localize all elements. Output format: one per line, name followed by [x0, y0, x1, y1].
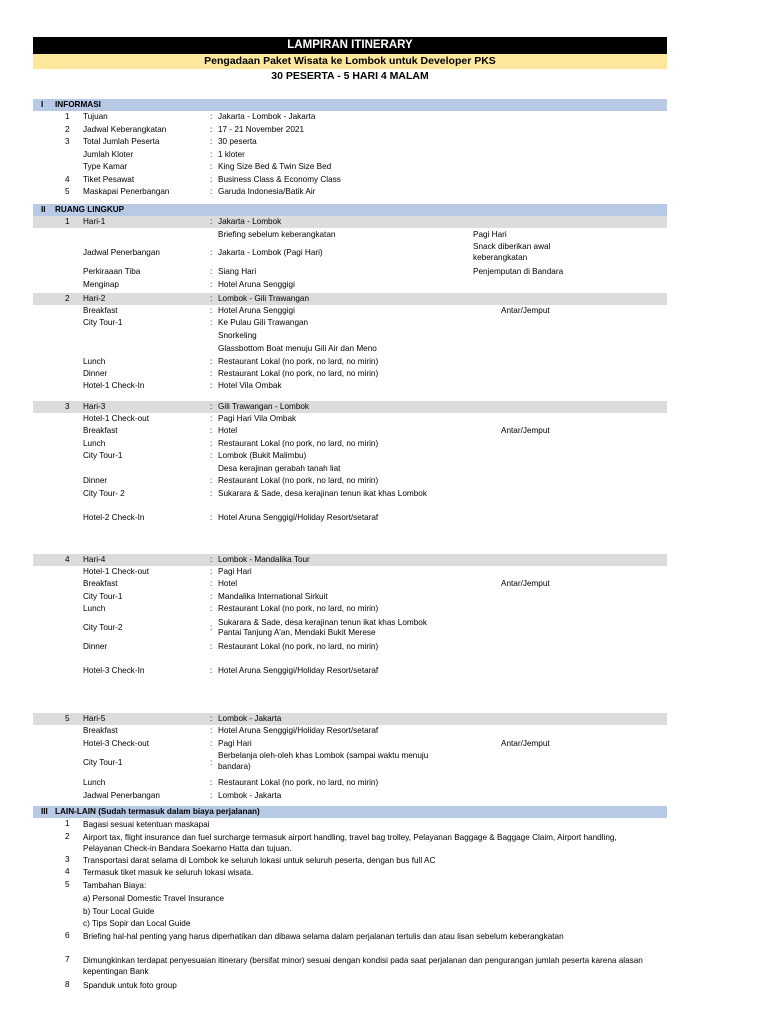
colon: :	[210, 401, 213, 411]
colon: :	[210, 566, 213, 576]
day-route: Gili Trawangan - Lombok	[218, 401, 310, 411]
colon: :	[210, 149, 213, 159]
itinerary-row	[33, 330, 667, 343]
item-text: Airport tax, flight insurance dan fuel surcharge termasuk airport handling, travel bag trolley, Pelayanan Baggage & Baggage Claim, Airport handling, Pelayanan Check-in Bandara Soekarno Hatta dan tujuan.	[83, 832, 617, 853]
row-label: Breakfast	[83, 426, 118, 435]
day-route: Lombok - Jakarta	[218, 714, 282, 723]
day-1-stay-row	[33, 279, 667, 291]
row-label: Jadwal Penerbangan	[83, 247, 160, 257]
info-row	[33, 161, 667, 174]
row-note: Antar/Jemput	[501, 426, 550, 435]
row-value: Pagi Hari	[218, 566, 252, 576]
row-value: 30 peserta	[218, 137, 257, 146]
note-item	[33, 979, 667, 992]
section-number: III	[41, 807, 48, 816]
day-1-briefing-row	[33, 228, 667, 241]
day-5-rows	[33, 725, 667, 802]
row-value: Lombok - Jakarta	[218, 790, 282, 800]
row-value: Restaurant Lokal (no pork, no lard, no mirin)	[218, 641, 379, 651]
colon: :	[210, 293, 213, 303]
row-note: Antar/Jemput	[501, 305, 550, 315]
row-number: 1	[65, 112, 70, 121]
row-label: City Tour-1	[83, 591, 123, 601]
row-value: Pagi Hari Vila Ombak	[218, 413, 297, 423]
day-4-rows	[33, 566, 667, 690]
colon: :	[210, 790, 213, 800]
row-value: Snorkeling	[218, 330, 257, 340]
document-title: LAMPIRAN ITINERARY	[33, 37, 667, 54]
row-value: Jakarta - Lombok (Pagi Hari)	[218, 247, 323, 257]
row-value: Restaurant Lokal (no pork, no lard, no mirin)	[218, 476, 379, 485]
day-number: 3	[65, 401, 70, 411]
itinerary-row	[33, 777, 667, 790]
row-label: Hotel-3 Check-out	[83, 738, 149, 748]
row-label: Maskapai Penerbangan	[83, 187, 170, 196]
row-value: 1 kloter	[218, 149, 245, 159]
row-value: Hotel Vila Ombak	[218, 381, 282, 390]
row-label: Hotel-1 Check-out	[83, 566, 149, 576]
row-label: Lunch	[83, 356, 106, 366]
colon: :	[210, 604, 213, 613]
item-text: Briefing hal-hal penting yang harus diperhatikan dan dibawa selama dalam perjalanan tertulis dan atau lisan sebelum keberangkatan	[83, 931, 564, 941]
section-ruang-lingkup-header	[33, 204, 667, 216]
colon: :	[210, 489, 213, 499]
day-route: Jakarta - Lombok	[218, 216, 282, 226]
row-note: Antar/Jemput	[501, 738, 550, 748]
section-title: RUANG LINGKUP	[55, 204, 125, 214]
row-label: Hotel-1 Check-out	[83, 413, 149, 423]
colon: :	[210, 438, 213, 448]
row-label: Total Jumlah Peserta	[83, 137, 160, 146]
row-value: Restaurant Lokal (no pork, no lard, no mirin)	[218, 438, 379, 448]
colon: :	[210, 591, 213, 601]
row-label: City Tour-2	[83, 622, 123, 632]
row-label: Lunch	[83, 778, 106, 787]
itinerary-row	[33, 725, 667, 738]
info-row	[33, 186, 667, 199]
informasi-rows	[33, 111, 667, 199]
itinerary-row	[33, 502, 667, 535]
colon: :	[210, 318, 213, 327]
row-value: Sukarara & Sade, desa kerajinan tenun ikat khas Lombok	[218, 617, 427, 627]
item-text: Termasuk tiket masuk ke seluruh lokasi wisata.	[83, 868, 254, 877]
day-number: 5	[65, 714, 70, 723]
row-label: City Tour-1	[83, 318, 123, 327]
itinerary-row	[33, 790, 667, 803]
row-value: Hotel Aruna Senggigi/Holiday Resort/setaraf	[218, 665, 379, 675]
item-number: 7	[65, 954, 70, 964]
day-4-header	[33, 554, 667, 566]
row-label: City Tour- 2	[83, 489, 125, 499]
colon: :	[210, 726, 213, 735]
itinerary-row	[33, 488, 667, 502]
row-value: Lombok (Bukit Malimbu)	[218, 451, 307, 460]
item-text: Spanduk untuk foto group	[83, 980, 177, 990]
note-item	[33, 831, 667, 854]
row-label: Jadwal Keberangkatan	[83, 124, 167, 134]
day-label: Hari-5	[83, 714, 106, 723]
info-row	[33, 136, 667, 149]
colon: :	[210, 622, 213, 632]
day-1-flight-row	[33, 241, 667, 263]
itinerary-row	[33, 463, 667, 476]
row-value: Glassbottom Boat menuju Gili Air dan Meno	[218, 343, 377, 353]
row-value: Berbelanja oleh-oleh khas Lombok (sampai waktu menuju bandara)	[218, 751, 429, 771]
section-title: INFORMASI	[55, 100, 101, 109]
itinerary-document	[33, 37, 667, 991]
day-3-header	[33, 401, 667, 413]
item-number: 3	[65, 854, 70, 864]
itinerary-row	[33, 380, 667, 393]
colon: :	[210, 137, 213, 146]
day-route: Lombok - Gili Trawangan	[218, 293, 310, 303]
row-label: Menginap	[83, 279, 119, 289]
row-label: Type Kamar	[83, 162, 128, 171]
colon: :	[210, 381, 213, 390]
colon: :	[210, 279, 213, 289]
row-value: Restaurant Lokal (no pork, no lard, no mirin)	[218, 356, 379, 366]
item-number: 4	[65, 867, 70, 876]
itinerary-row	[33, 305, 667, 318]
row-label: Breakfast	[83, 726, 118, 735]
note-item	[33, 818, 667, 831]
colon: :	[210, 554, 213, 564]
itinerary-row	[33, 578, 667, 591]
colon: :	[210, 266, 213, 276]
section-number: II	[41, 204, 46, 214]
section-lain-lain-header	[33, 806, 667, 818]
row-label: Dinner	[83, 476, 108, 485]
row-value: Pagi Hari	[218, 738, 252, 748]
item-text: Bagasi sesuai ketentuan maskapai	[83, 820, 210, 829]
item-text: Transportasi darat selama di Lombok ke seluruh lokasi untuk seluruh peserta, dengan bus full AC	[83, 855, 436, 865]
row-label: Breakfast	[83, 305, 118, 315]
row-label: Hotel-3 Check-In	[83, 665, 145, 675]
item-text: c) Tips Sopir dan Local Guide	[83, 919, 191, 928]
day-label: Hari-1	[83, 216, 106, 226]
row-label: Hotel-1 Check-In	[83, 381, 145, 390]
itinerary-row	[33, 738, 667, 751]
info-row	[33, 149, 667, 162]
itinerary-row	[33, 438, 667, 451]
colon: :	[210, 758, 213, 768]
row-value: Hotel Aruna Senggigi	[218, 305, 295, 315]
row-value: Desa kerajinan gerabah tanah liat	[218, 463, 341, 473]
day-3-rows	[33, 413, 667, 535]
row-number: 4	[65, 174, 70, 184]
colon: :	[210, 512, 213, 522]
row-label: Tiket Pesawat	[83, 174, 135, 184]
note-item	[33, 879, 667, 892]
row-value: Hotel	[218, 579, 238, 588]
day-number: 1	[65, 216, 70, 226]
item-text: a) Personal Domestic Travel Insurance	[83, 894, 225, 903]
itinerary-row	[33, 343, 667, 356]
day-2-rows	[33, 305, 667, 393]
day-label: Hari-3	[83, 401, 106, 411]
row-value: Business Class & Economy Class	[218, 174, 341, 184]
section-number: I	[41, 100, 44, 109]
colon: :	[210, 124, 213, 134]
row-value: Jakarta - Lombok - Jakarta	[218, 112, 316, 121]
itinerary-row	[33, 413, 667, 426]
note-item	[33, 905, 667, 918]
day-route: Lombok - Mandalika Tour	[218, 554, 310, 564]
info-row	[33, 111, 667, 124]
row-label: Dinner	[83, 641, 108, 651]
row-value: Restaurant Lokal (no pork, no lard, no mirin)	[218, 778, 379, 787]
info-row	[33, 174, 667, 187]
colon: :	[210, 216, 213, 226]
colon: :	[210, 579, 213, 588]
row-note: Snack diberikan awal keberangkatan	[473, 241, 551, 262]
lain-lain-rows	[33, 818, 667, 991]
item-number: 5	[65, 880, 70, 889]
colon: :	[210, 426, 213, 435]
note-item	[33, 954, 667, 979]
row-label: Jumlah Kloter	[83, 149, 134, 159]
colon: :	[210, 451, 213, 460]
note-item	[33, 917, 667, 930]
row-number: 3	[65, 137, 70, 146]
day-2-header	[33, 293, 667, 305]
itinerary-row	[33, 591, 667, 604]
itinerary-row	[33, 603, 667, 616]
row-note: Antar/Jemput	[501, 579, 550, 588]
row-label: Breakfast	[83, 579, 118, 588]
itinerary-row	[33, 641, 667, 654]
colon: :	[210, 247, 213, 257]
participants-heading: 30 PESERTA - 5 HARI 4 MALAM	[271, 70, 429, 82]
row-value: Hotel Aruna Senggigi/Holiday Resort/setaraf	[218, 512, 379, 522]
colon: :	[210, 714, 213, 723]
row-label: Jadwal Penerbangan	[83, 790, 160, 800]
info-row	[33, 124, 667, 137]
day-number: 4	[65, 554, 70, 564]
item-number: 2	[65, 831, 70, 841]
itinerary-row	[33, 425, 667, 438]
row-value: Mandalika International Sirkuit	[218, 591, 328, 601]
row-label: Dinner	[83, 368, 108, 378]
row-label: City Tour-1	[83, 451, 123, 460]
item-number: 1	[65, 819, 70, 828]
note-item	[33, 854, 667, 867]
day-5-header	[33, 713, 667, 725]
row-value: 17 - 21 November 2021	[218, 124, 305, 134]
day-number: 2	[65, 293, 70, 303]
colon: :	[210, 641, 213, 651]
row-value: Hotel Aruna Senggigi/Holiday Resort/setaraf	[218, 726, 379, 735]
itinerary-row	[33, 566, 667, 579]
briefing-note: Pagi Hari	[473, 229, 507, 239]
row-value: Hotel Aruna Senggigi	[218, 279, 295, 289]
row-value: Sukarara & Sade, desa kerajinan tenun ikat khas Lombok	[218, 489, 427, 499]
colon: :	[210, 162, 213, 171]
document-subtitle: Pengadaan Paket Wisata ke Lombok untuk Developer PKS	[33, 54, 667, 69]
note-item	[33, 892, 667, 905]
row-value: Hotel	[218, 426, 238, 435]
item-number: 6	[65, 930, 70, 940]
row-number: 2	[65, 124, 70, 134]
day-1-arrival-row	[33, 266, 667, 278]
row-label: Lunch	[83, 604, 106, 613]
day-label: Hari-2	[83, 293, 106, 303]
row-value: Garuda Indonesia/Batik Air	[218, 187, 316, 196]
row-label: Tujuan	[83, 112, 108, 121]
colon: :	[210, 738, 213, 748]
colon: :	[210, 112, 213, 121]
colon: :	[210, 665, 213, 675]
itinerary-row	[33, 616, 667, 641]
itinerary-row	[33, 450, 667, 463]
itinerary-row	[33, 475, 667, 488]
row-value: Ke Pulau Gili Trawangan	[218, 318, 309, 327]
colon: :	[210, 778, 213, 787]
section-informasi-header	[33, 99, 667, 111]
briefing-text: Briefing sebelum keberangkatan	[218, 229, 336, 239]
row-value: Restaurant Lokal (no pork, no lard, no mirin)	[218, 368, 379, 378]
itinerary-row	[33, 750, 667, 777]
colon: :	[210, 368, 213, 378]
colon: :	[210, 305, 213, 315]
item-text: b) Tour Local Guide	[83, 906, 155, 916]
section-title: LAIN-LAIN (Sudah termasuk dalam biaya perjalanan)	[55, 807, 260, 816]
row-label: City Tour-1	[83, 758, 123, 768]
itinerary-row	[33, 356, 667, 368]
colon: :	[210, 476, 213, 485]
row-note: Penjemputan di Bandara	[473, 266, 564, 276]
row-value: Siang Hari	[218, 266, 257, 276]
row-value: Restaurant Lokal (no pork, no lard, no mirin)	[218, 604, 379, 613]
row-label: Hotel-2 Check-In	[83, 512, 145, 522]
itinerary-row	[33, 317, 667, 330]
day-1-header	[33, 216, 667, 228]
item-text: Dimungkinkan terdapat penyesuaian itinerary (bersifat minor) sesuai dengan kondisi pada saat perjalanan dan pengurangan jumlah peserta karena alasan kepentingan Bank	[83, 955, 643, 976]
itinerary-row	[33, 368, 667, 381]
colon: :	[210, 356, 213, 366]
item-text: Tambahan Biaya:	[83, 881, 147, 890]
row-value: King Size Bed & Twin Size Bed	[218, 162, 332, 171]
note-item	[33, 866, 667, 879]
colon: :	[210, 187, 213, 196]
colon: :	[210, 413, 213, 423]
itinerary-row	[33, 653, 667, 689]
colon: :	[210, 174, 213, 184]
row-label: Lunch	[83, 438, 106, 448]
note-item	[33, 930, 667, 954]
item-number: 8	[65, 979, 70, 989]
day-label: Hari-4	[83, 554, 106, 564]
row-value-secondary: Pantai Tanjung A'an, Mendaki Bukit Merese	[218, 627, 376, 637]
row-label: Perkiraaan Tiba	[83, 266, 141, 276]
row-number: 5	[65, 187, 70, 196]
